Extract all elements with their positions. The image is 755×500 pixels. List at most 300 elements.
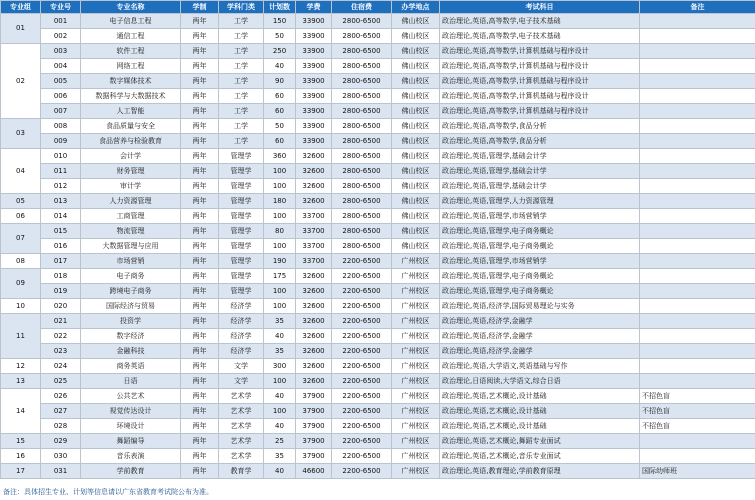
cell-tuition: 37900 xyxy=(296,434,332,449)
cell-tuition: 37900 xyxy=(296,389,332,404)
cell-campus: 佛山校区 xyxy=(392,209,440,224)
cell-campus: 广州校区 xyxy=(392,449,440,464)
cell-major-name: 电子信息工程 xyxy=(81,14,181,29)
cell-major-name: 数据科学与大数据技术 xyxy=(81,89,181,104)
header-dorm-fee: 住宿费 xyxy=(332,1,392,14)
cell-dorm-fee: 2800-6500 xyxy=(332,29,392,44)
cell-campus: 佛山校区 xyxy=(392,44,440,59)
cell-dorm-fee: 2800-6500 xyxy=(332,209,392,224)
cell-category: 管理学 xyxy=(219,179,264,194)
table-row xyxy=(1,224,755,239)
cell-plan: 150 xyxy=(264,14,296,29)
cell-campus: 广州校区 xyxy=(392,254,440,269)
cell-remark xyxy=(640,89,755,104)
cell-major-name: 食品营养与检验教育 xyxy=(81,134,181,149)
cell-tuition: 32600 xyxy=(296,269,332,284)
cell-plan: 80 xyxy=(264,224,296,239)
cell-tuition: 33900 xyxy=(296,104,332,119)
cell-plan: 60 xyxy=(264,134,296,149)
cell-remark xyxy=(640,29,755,44)
cell-major-no: 004 xyxy=(41,59,81,74)
cell-category: 经济学 xyxy=(219,344,264,359)
cell-remark xyxy=(640,359,755,374)
cell-tuition: 33700 xyxy=(296,239,332,254)
cell-group: 04 xyxy=(1,149,41,194)
header-tuition: 学费 xyxy=(296,1,332,14)
cell-plan: 190 xyxy=(264,254,296,269)
cell-tuition: 32600 xyxy=(296,194,332,209)
cell-major-name: 审计学 xyxy=(81,179,181,194)
cell-remark xyxy=(640,239,755,254)
cell-tuition: 32600 xyxy=(296,149,332,164)
cell-exam-subjects: 政治理论,英语,管理学,市场营销学 xyxy=(440,254,640,269)
cell-exam-subjects: 政治理论,日语阅读,大学语文,综合日语 xyxy=(440,374,640,389)
cell-dorm-fee: 2800-6500 xyxy=(332,74,392,89)
cell-category: 工学 xyxy=(219,104,264,119)
cell-duration: 两年 xyxy=(181,149,219,164)
header-group: 专业组 xyxy=(1,1,41,14)
cell-plan: 100 xyxy=(264,164,296,179)
cell-category: 工学 xyxy=(219,119,264,134)
header-major-no: 专业号 xyxy=(41,1,81,14)
table-row xyxy=(1,209,755,224)
cell-major-no: 025 xyxy=(41,374,81,389)
cell-major-no: 021 xyxy=(41,314,81,329)
cell-tuition: 33900 xyxy=(296,89,332,104)
cell-plan: 60 xyxy=(264,104,296,119)
cell-group: 13 xyxy=(1,374,41,389)
cell-major-no: 016 xyxy=(41,239,81,254)
cell-major-no: 020 xyxy=(41,299,81,314)
cell-category: 工学 xyxy=(219,134,264,149)
cell-category: 工学 xyxy=(219,89,264,104)
cell-tuition: 37900 xyxy=(296,419,332,434)
table-body xyxy=(1,14,755,479)
cell-campus: 佛山校区 xyxy=(392,119,440,134)
cell-duration: 两年 xyxy=(181,14,219,29)
cell-group: 15 xyxy=(1,434,41,449)
table-row xyxy=(1,284,755,299)
cell-remark xyxy=(640,209,755,224)
header-category: 学科门类 xyxy=(219,1,264,14)
header-duration: 学制 xyxy=(181,1,219,14)
table-row xyxy=(1,314,755,329)
cell-remark xyxy=(640,74,755,89)
header-row xyxy=(1,1,755,14)
cell-duration: 两年 xyxy=(181,314,219,329)
cell-group: 02 xyxy=(1,44,41,119)
cell-major-name: 市场营销 xyxy=(81,254,181,269)
cell-exam-subjects: 政治理论,英语,艺术概论,设计基础 xyxy=(440,419,640,434)
cell-major-no: 018 xyxy=(41,269,81,284)
cell-exam-subjects: 政治理论,英语,管理学,基础会计学 xyxy=(440,179,640,194)
cell-remark xyxy=(640,119,755,134)
cell-exam-subjects: 政治理论,英语,经济学,金融学 xyxy=(440,344,640,359)
cell-major-name: 学前教育 xyxy=(81,464,181,479)
cell-group: 01 xyxy=(1,14,41,44)
cell-category: 艺术学 xyxy=(219,404,264,419)
cell-category: 管理学 xyxy=(219,269,264,284)
cell-major-no: 007 xyxy=(41,104,81,119)
cell-dorm-fee: 2200-6500 xyxy=(332,284,392,299)
cell-dorm-fee: 2800-6500 xyxy=(332,194,392,209)
cell-tuition: 33900 xyxy=(296,29,332,44)
cell-duration: 两年 xyxy=(181,29,219,44)
cell-plan: 50 xyxy=(264,29,296,44)
cell-campus: 广州校区 xyxy=(392,269,440,284)
cell-major-no: 022 xyxy=(41,329,81,344)
cell-major-name: 跨境电子商务 xyxy=(81,284,181,299)
cell-major-no: 012 xyxy=(41,179,81,194)
cell-major-no: 026 xyxy=(41,389,81,404)
cell-tuition: 32600 xyxy=(296,179,332,194)
cell-major-no: 003 xyxy=(41,44,81,59)
cell-category: 工学 xyxy=(219,59,264,74)
cell-tuition: 33900 xyxy=(296,44,332,59)
cell-plan: 300 xyxy=(264,359,296,374)
table-row xyxy=(1,419,755,434)
cell-exam-subjects: 政治理论,英语,管理学,基础会计学 xyxy=(440,164,640,179)
table-row xyxy=(1,464,755,479)
cell-exam-subjects: 政治理论,英语,经济学,国际贸易理论与实务 xyxy=(440,299,640,314)
cell-remark xyxy=(640,149,755,164)
table-row xyxy=(1,344,755,359)
table-row xyxy=(1,134,755,149)
cell-campus: 佛山校区 xyxy=(392,104,440,119)
cell-duration: 两年 xyxy=(181,449,219,464)
cell-dorm-fee: 2800-6500 xyxy=(332,239,392,254)
cell-major-name: 公共艺术 xyxy=(81,389,181,404)
cell-exam-subjects: 政治理论,英语,高等数学,计算机基础与程序设计 xyxy=(440,74,640,89)
cell-category: 管理学 xyxy=(219,239,264,254)
cell-dorm-fee: 2200-6500 xyxy=(332,329,392,344)
cell-dorm-fee: 2200-6500 xyxy=(332,344,392,359)
cell-dorm-fee: 2800-6500 xyxy=(332,179,392,194)
cell-duration: 两年 xyxy=(181,359,219,374)
cell-category: 艺术学 xyxy=(219,434,264,449)
cell-tuition: 32600 xyxy=(296,374,332,389)
cell-campus: 佛山校区 xyxy=(392,239,440,254)
cell-campus: 佛山校区 xyxy=(392,164,440,179)
cell-remark xyxy=(640,299,755,314)
cell-plan: 100 xyxy=(264,209,296,224)
cell-tuition: 32600 xyxy=(296,329,332,344)
cell-campus: 佛山校区 xyxy=(392,29,440,44)
cell-exam-subjects: 政治理论,英语,高等数学,计算机基础与程序设计 xyxy=(440,59,640,74)
cell-dorm-fee: 2800-6500 xyxy=(332,89,392,104)
table-row xyxy=(1,434,755,449)
cell-group: 17 xyxy=(1,464,41,479)
cell-major-name: 舞蹈编导 xyxy=(81,434,181,449)
cell-exam-subjects: 政治理论,英语,经济学,金融学 xyxy=(440,314,640,329)
cell-duration: 两年 xyxy=(181,59,219,74)
cell-duration: 两年 xyxy=(181,269,219,284)
cell-exam-subjects: 政治理论,英语,艺术概论,设计基础 xyxy=(440,404,640,419)
table-row xyxy=(1,164,755,179)
cell-remark xyxy=(640,194,755,209)
cell-tuition: 46600 xyxy=(296,464,332,479)
cell-campus: 佛山校区 xyxy=(392,194,440,209)
cell-major-no: 015 xyxy=(41,224,81,239)
cell-exam-subjects: 政治理论,英语,管理学,市场营销学 xyxy=(440,209,640,224)
cell-plan: 360 xyxy=(264,149,296,164)
cell-major-no: 017 xyxy=(41,254,81,269)
cell-dorm-fee: 2200-6500 xyxy=(332,389,392,404)
cell-major-name: 人力资源管理 xyxy=(81,194,181,209)
cell-group: 14 xyxy=(1,389,41,434)
cell-plan: 100 xyxy=(264,239,296,254)
cell-campus: 广州校区 xyxy=(392,464,440,479)
cell-plan: 100 xyxy=(264,404,296,419)
table-row xyxy=(1,44,755,59)
cell-duration: 两年 xyxy=(181,119,219,134)
header-major-name: 专业名称 xyxy=(81,1,181,14)
cell-tuition: 33700 xyxy=(296,254,332,269)
cell-major-name: 物流管理 xyxy=(81,224,181,239)
cell-group: 05 xyxy=(1,194,41,209)
cell-category: 工学 xyxy=(219,14,264,29)
cell-plan: 40 xyxy=(264,389,296,404)
cell-group: 12 xyxy=(1,359,41,374)
cell-exam-subjects: 政治理论,英语,高等数学,电子技术基础 xyxy=(440,29,640,44)
cell-dorm-fee: 2200-6500 xyxy=(332,449,392,464)
cell-category: 管理学 xyxy=(219,209,264,224)
cell-campus: 广州校区 xyxy=(392,344,440,359)
cell-exam-subjects: 政治理论,英语,教育理论,学前教育原理 xyxy=(440,464,640,479)
cell-major-name: 软件工程 xyxy=(81,44,181,59)
cell-remark: 国际幼师班 xyxy=(640,464,755,479)
cell-major-name: 网络工程 xyxy=(81,59,181,74)
cell-major-name: 音乐表演 xyxy=(81,449,181,464)
cell-dorm-fee: 2200-6500 xyxy=(332,359,392,374)
table-row xyxy=(1,389,755,404)
cell-major-name: 数字经济 xyxy=(81,329,181,344)
cell-category: 经济学 xyxy=(219,329,264,344)
cell-duration: 两年 xyxy=(181,284,219,299)
cell-category: 管理学 xyxy=(219,254,264,269)
table-row xyxy=(1,194,755,209)
cell-remark: 不招色盲 xyxy=(640,389,755,404)
cell-major-no: 028 xyxy=(41,419,81,434)
cell-remark xyxy=(640,224,755,239)
cell-dorm-fee: 2200-6500 xyxy=(332,374,392,389)
cell-major-no: 013 xyxy=(41,194,81,209)
cell-dorm-fee: 2200-6500 xyxy=(332,314,392,329)
cell-major-no: 029 xyxy=(41,434,81,449)
cell-campus: 佛山校区 xyxy=(392,224,440,239)
cell-major-name: 电子商务 xyxy=(81,269,181,284)
header-campus: 办学地点 xyxy=(392,1,440,14)
cell-plan: 180 xyxy=(264,194,296,209)
cell-dorm-fee: 2800-6500 xyxy=(332,44,392,59)
cell-category: 管理学 xyxy=(219,224,264,239)
cell-tuition: 32600 xyxy=(296,164,332,179)
cell-remark xyxy=(640,44,755,59)
cell-major-no: 014 xyxy=(41,209,81,224)
cell-major-no: 008 xyxy=(41,119,81,134)
cell-remark xyxy=(640,449,755,464)
cell-major-no: 001 xyxy=(41,14,81,29)
cell-major-no: 019 xyxy=(41,284,81,299)
cell-dorm-fee: 2200-6500 xyxy=(332,434,392,449)
cell-remark xyxy=(640,179,755,194)
cell-major-name: 财务管理 xyxy=(81,164,181,179)
table-row xyxy=(1,254,755,269)
cell-campus: 佛山校区 xyxy=(392,89,440,104)
cell-plan: 60 xyxy=(264,89,296,104)
cell-campus: 广州校区 xyxy=(392,299,440,314)
cell-tuition: 33900 xyxy=(296,134,332,149)
cell-major-no: 030 xyxy=(41,449,81,464)
cell-category: 经济学 xyxy=(219,299,264,314)
cell-tuition: 37900 xyxy=(296,449,332,464)
cell-exam-subjects: 政治理论,英语,经济学,金融学 xyxy=(440,329,640,344)
cell-group: 06 xyxy=(1,209,41,224)
cell-tuition: 33700 xyxy=(296,224,332,239)
cell-campus: 佛山校区 xyxy=(392,59,440,74)
header-remark: 备注 xyxy=(640,1,755,14)
cell-category: 管理学 xyxy=(219,164,264,179)
cell-plan: 40 xyxy=(264,419,296,434)
cell-dorm-fee: 2800-6500 xyxy=(332,164,392,179)
cell-group: 11 xyxy=(1,314,41,359)
cell-major-name: 环境设计 xyxy=(81,419,181,434)
cell-category: 管理学 xyxy=(219,284,264,299)
cell-remark xyxy=(640,344,755,359)
cell-exam-subjects: 政治理论,英语,高等数学,食品分析 xyxy=(440,134,640,149)
cell-plan: 25 xyxy=(264,434,296,449)
cell-dorm-fee: 2200-6500 xyxy=(332,464,392,479)
cell-duration: 两年 xyxy=(181,104,219,119)
cell-duration: 两年 xyxy=(181,239,219,254)
header-plan: 计划数 xyxy=(264,1,296,14)
cell-major-name: 国际经济与贸易 xyxy=(81,299,181,314)
cell-major-name: 日语 xyxy=(81,374,181,389)
cell-dorm-fee: 2800-6500 xyxy=(332,59,392,74)
table-row xyxy=(1,149,755,164)
cell-campus: 广州校区 xyxy=(392,434,440,449)
cell-dorm-fee: 2200-6500 xyxy=(332,254,392,269)
cell-duration: 两年 xyxy=(181,434,219,449)
cell-remark xyxy=(640,254,755,269)
cell-major-name: 会计学 xyxy=(81,149,181,164)
cell-category: 工学 xyxy=(219,29,264,44)
cell-group: 16 xyxy=(1,449,41,464)
cell-remark xyxy=(640,104,755,119)
cell-exam-subjects: 政治理论,英语,管理学,人力资源管理 xyxy=(440,194,640,209)
cell-duration: 两年 xyxy=(181,254,219,269)
cell-group: 03 xyxy=(1,119,41,149)
table-row xyxy=(1,59,755,74)
cell-dorm-fee: 2200-6500 xyxy=(332,269,392,284)
cell-duration: 两年 xyxy=(181,389,219,404)
table-row xyxy=(1,29,755,44)
cell-duration: 两年 xyxy=(181,74,219,89)
cell-dorm-fee: 2800-6500 xyxy=(332,119,392,134)
cell-campus: 广州校区 xyxy=(392,374,440,389)
cell-major-name: 通信工程 xyxy=(81,29,181,44)
cell-campus: 佛山校区 xyxy=(392,14,440,29)
cell-dorm-fee: 2800-6500 xyxy=(332,224,392,239)
table-row xyxy=(1,359,755,374)
cell-duration: 两年 xyxy=(181,404,219,419)
cell-duration: 两年 xyxy=(181,344,219,359)
cell-campus: 广州校区 xyxy=(392,419,440,434)
table-row xyxy=(1,119,755,134)
cell-tuition: 33900 xyxy=(296,14,332,29)
cell-duration: 两年 xyxy=(181,464,219,479)
cell-remark xyxy=(640,59,755,74)
table-row xyxy=(1,404,755,419)
table-row xyxy=(1,374,755,389)
cell-major-no: 027 xyxy=(41,404,81,419)
cell-category: 文学 xyxy=(219,374,264,389)
footnote: 备注：具体招生专业、计划等信息请以广东省教育考试院公布为准。 xyxy=(0,485,755,500)
cell-plan: 40 xyxy=(264,329,296,344)
table-row xyxy=(1,74,755,89)
cell-remark xyxy=(640,434,755,449)
cell-remark xyxy=(640,14,755,29)
cell-tuition: 33700 xyxy=(296,209,332,224)
cell-exam-subjects: 政治理论,英语,管理学,基础会计学 xyxy=(440,149,640,164)
cell-group: 08 xyxy=(1,254,41,269)
cell-tuition: 33900 xyxy=(296,119,332,134)
cell-major-name: 投资学 xyxy=(81,314,181,329)
cell-exam-subjects: 政治理论,英语,艺术概论,音乐专业面试 xyxy=(440,449,640,464)
cell-major-name: 视觉传达设计 xyxy=(81,404,181,419)
cell-exam-subjects: 政治理论,英语,高等数学,计算机基础与程序设计 xyxy=(440,89,640,104)
cell-group: 07 xyxy=(1,224,41,254)
cell-category: 经济学 xyxy=(219,314,264,329)
cell-category: 艺术学 xyxy=(219,419,264,434)
cell-remark xyxy=(640,134,755,149)
cell-major-no: 010 xyxy=(41,149,81,164)
cell-remark xyxy=(640,284,755,299)
cell-major-name: 人工智能 xyxy=(81,104,181,119)
cell-major-no: 005 xyxy=(41,74,81,89)
cell-plan: 100 xyxy=(264,299,296,314)
table-row xyxy=(1,299,755,314)
cell-plan: 175 xyxy=(264,269,296,284)
cell-tuition: 32600 xyxy=(296,284,332,299)
cell-plan: 40 xyxy=(264,59,296,74)
cell-major-name: 金融科技 xyxy=(81,344,181,359)
cell-duration: 两年 xyxy=(181,164,219,179)
table-row xyxy=(1,449,755,464)
cell-dorm-fee: 2200-6500 xyxy=(332,419,392,434)
cell-remark xyxy=(640,329,755,344)
cell-category: 管理学 xyxy=(219,194,264,209)
table-row xyxy=(1,269,755,284)
cell-major-no: 009 xyxy=(41,134,81,149)
cell-remark: 不招色盲 xyxy=(640,419,755,434)
cell-exam-subjects: 政治理论,英语,高等数学,计算机基础与程序设计 xyxy=(440,44,640,59)
cell-tuition: 32600 xyxy=(296,299,332,314)
cell-campus: 广州校区 xyxy=(392,359,440,374)
cell-exam-subjects: 政治理论,英语,艺术概论,设计基础 xyxy=(440,389,640,404)
cell-major-no: 002 xyxy=(41,29,81,44)
cell-campus: 广州校区 xyxy=(392,329,440,344)
cell-major-name: 数字媒体技术 xyxy=(81,74,181,89)
cell-campus: 佛山校区 xyxy=(392,74,440,89)
table-row xyxy=(1,14,755,29)
cell-plan: 100 xyxy=(264,374,296,389)
cell-major-no: 031 xyxy=(41,464,81,479)
cell-duration: 两年 xyxy=(181,224,219,239)
cell-exam-subjects: 政治理论,英语,管理学,电子商务概论 xyxy=(440,224,640,239)
cell-plan: 40 xyxy=(264,464,296,479)
cell-major-no: 024 xyxy=(41,359,81,374)
